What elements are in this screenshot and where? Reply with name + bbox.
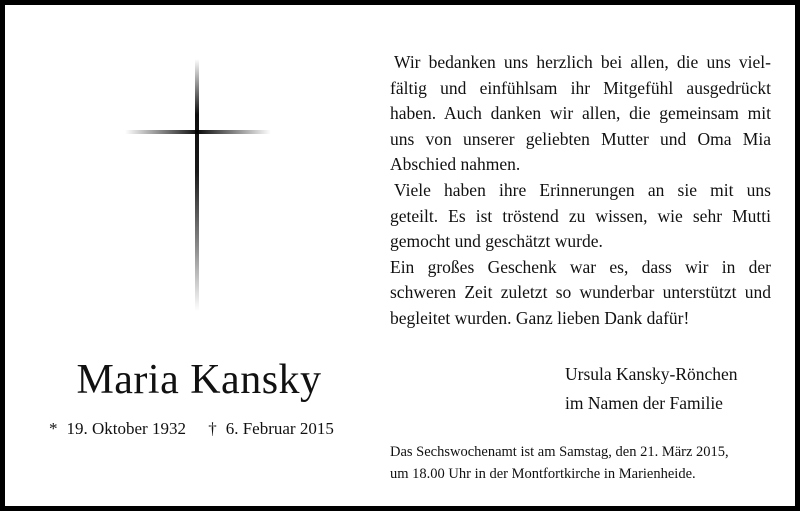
birth-date: 19. Oktober 1932 [66, 419, 186, 438]
signature-name: Ursula Kansky-Rönchen [565, 364, 738, 384]
message-line: gemocht und geschätzt wurde. [390, 231, 603, 252]
message-line: Ein großes Geschenk war es, dass wir in der [390, 256, 771, 277]
birth-symbol: * [49, 419, 58, 438]
signature [565, 360, 738, 418]
death-date-group [208, 418, 334, 440]
message-line: Wir bedanken uns herzlich bei allen, die uns viel- [394, 52, 771, 72]
signature-on-behalf: im Namen der Familie [565, 393, 723, 413]
mass-notice [390, 441, 729, 485]
cross-icon [125, 59, 271, 311]
mass-notice-line: um 18.00 Uhr in der Montfortkirche in Marienheide. [390, 466, 696, 482]
message-line: haben. Auch danken wir allen, die gemeinsam mit [390, 103, 771, 124]
message-line: Viele haben ihre Erinnerungen an sie mit uns [394, 179, 771, 200]
message-line: geteilt. Es ist tröstend zu wissen, wie sehr Mutti [390, 205, 771, 226]
death-symbol: † [208, 419, 217, 438]
message-line: schweren Zeit zuletzt so wunderbar unterstützt und [390, 282, 771, 303]
deceased-name: Maria Kansky [76, 357, 322, 403]
thank-you-message [390, 50, 771, 332]
death-date: 6. Februar 2015 [225, 419, 334, 438]
message-line: uns von unserer geliebten Mutter und Oma Mia [390, 128, 771, 149]
message-line: begleitet wurden. Ganz lieben Dank dafür! [390, 307, 690, 328]
message-line: fältig und einfühlsam ihr Mitgefühl ausgedrückt [390, 77, 771, 98]
birth-date-group [49, 418, 186, 440]
life-dates [49, 418, 334, 440]
message-line: Abschied nahmen. [390, 154, 521, 175]
mass-notice-line: Das Sechswochenamt ist am Samstag, den 21. März 2015, [390, 444, 729, 460]
